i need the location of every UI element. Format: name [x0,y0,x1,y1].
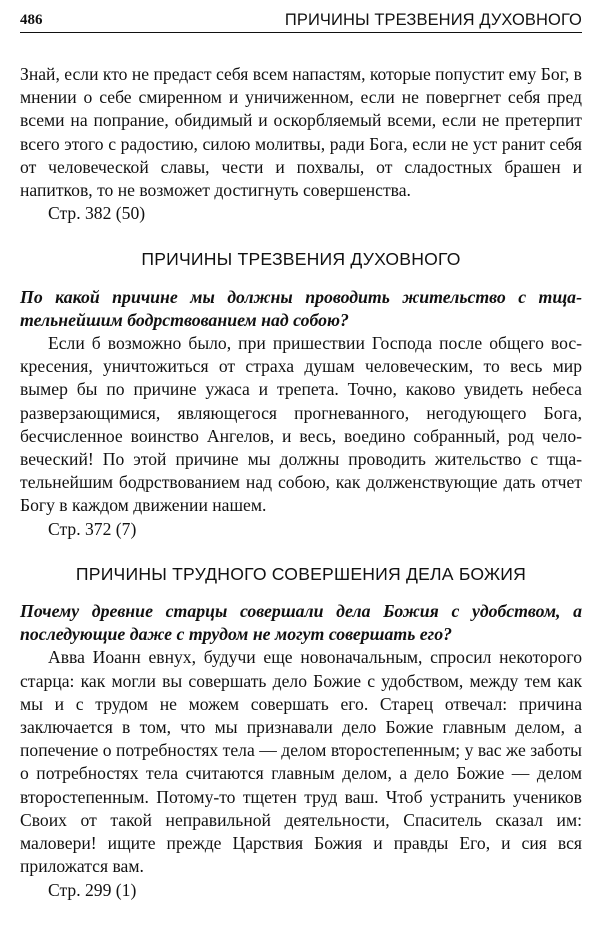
section-reference: Стр. 299 (1) [48,879,137,900]
section-title: ПРИЧИНЫ ТРЕЗВЕНИЯ ДУХОВНОГО [141,249,461,270]
intro-reference: Стр. 382 (50) [48,203,146,224]
page-header [20,6,582,33]
section-question: Почему древние старцы совершали дела Божия с удобством, а последующие даже с трудом не могут совершать его? [20,601,582,645]
running-title: ПРИЧИНЫ ТРЕЗВЕНИЯ ДУХОВНОГО [284,11,582,29]
section-body: Авва Иоанн евнух, будучи еще новоначальным, спросил некоторого старца: как могли вы совершать дело Божие с удобством, между тем как мы и с трудом не можем совершать его. Старец отвечал: причина заключается в том, что мы признавали дело Божие главным делом, а попечение о потребностях тела — делом второстепенным; у вас же заботы о потребностях тела считаются главным делом, а дело Божие — делом второстепенным. Потому-то тщетен труд ваш. Чтоб устранить учеников Своих от такой неправильной деятельности, Спаситель сказал им: маловери! ищите прежде Царствия Божия и правды Его, и сия вся приложатся вам. [20,647,582,877]
page-number: 486 [20,12,43,28]
section-title: ПРИЧИНЫ ТРУДНОГО СОВЕРШЕНИЯ ДЕЛА БОЖИЯ [75,563,527,584]
page-content [20,63,582,902]
section-question: По какой причине мы должны проводить жительство с тщательнейшим бодрствованием над собою? [20,286,582,330]
section-body: Если б возможно было, при пришествии Господа после общего воскресения, уничтожиться от страха душам человеческим, то весь мир вымер бы по причине ужаса и трепета. Точно, каково увидеть небеса разверзающимися, являющегося прогневанного, негодующего Бога, бесчисленное воинство Ангелов, и весь, воедино собранный, род человеческий! По этой причине мы должны проводить жительство с тщательнейшим бодрствованием над собою, как долженствующие дать отчет Богу в каждом движении нашем. [20,333,582,516]
intro-paragraph: Знай, если кто не предаст себя всем напастям, которые попустит ему Бог, в мнении о себе смиренном и уничиженном, если не повергнет себя пред всеми на попрание, обидимый и оскорбляемый всеми, если не претерпит всего этого с радостию, силою молитвы, ради Бога, если не уст ранит себя от человеческой славы, чести и похвалы, от сладостных брашен и напитков, то не возможет достигнуть совершенства. [20,64,582,201]
section-reference: Стр. 372 (7) [48,518,137,539]
